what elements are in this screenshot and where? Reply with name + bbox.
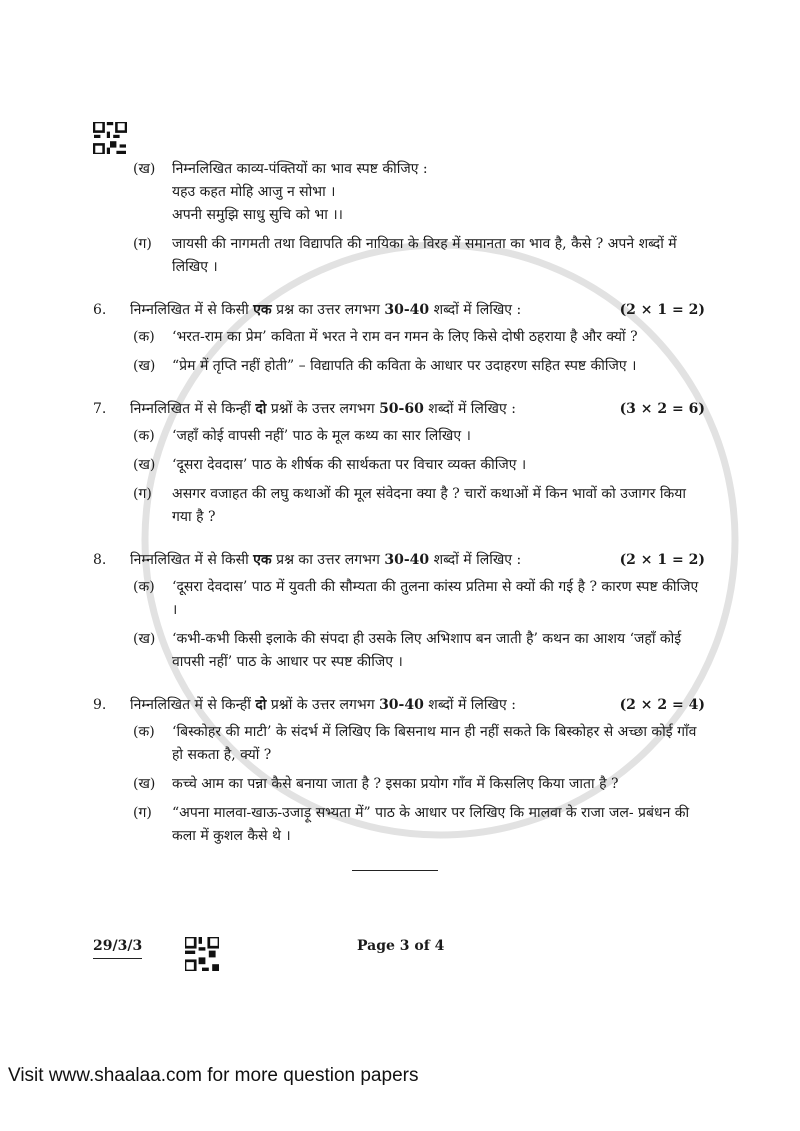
subq-text: ‘दूसरा देवदास’ पाठ के शीर्षक की सार्थकता पर विचार व्यक्त कीजिए । bbox=[172, 457, 527, 473]
instr-text: शब्दों में लिखिए : bbox=[429, 302, 522, 318]
instr-text: प्रश्न का उत्तर लगभग bbox=[271, 302, 385, 318]
subq-text: कच्चे आम का पन्ना कैसे बनाया जाता है ? इसका प्रयोग गाँव में किसलिए किया जाता है ? bbox=[172, 776, 619, 792]
subq-label: (ख) bbox=[133, 776, 156, 792]
subq-label: (ख) bbox=[133, 457, 156, 473]
subq-label: (ख) bbox=[133, 631, 156, 647]
verse-line: अपनी समुझि साधु सुचि को भा ।। bbox=[172, 207, 343, 223]
instr-text: शब्दों में लिखिए : bbox=[429, 552, 522, 568]
subquestion bbox=[93, 158, 705, 227]
subq-text: निम्नलिखित काव्य-पंक्तियों का भाव स्पष्ट कीजिए : bbox=[172, 161, 428, 177]
question-header bbox=[93, 398, 705, 421]
subq-text: स्पष्ट कीजिए । bbox=[172, 579, 699, 618]
footer bbox=[93, 937, 705, 973]
subquestion bbox=[93, 773, 705, 796]
instr-text: प्रश्नों के उत्तर लगभग bbox=[266, 697, 380, 713]
subquestion bbox=[93, 425, 705, 448]
subq-label: (ग) bbox=[133, 236, 152, 252]
word-count: 50-60 bbox=[379, 401, 424, 417]
shaalaa-banner: Visit www.shaalaa.com for more question papers bbox=[8, 1065, 419, 1086]
subq-text: उजागर किया गया है ? bbox=[172, 486, 687, 525]
subq-label: (ग) bbox=[133, 486, 152, 502]
subquestion bbox=[93, 233, 705, 279]
marks: (2 × 1 = 2) bbox=[619, 552, 705, 568]
subq-text: प्रबंधन की कला में कुशल कैसे थे । bbox=[172, 805, 690, 844]
subq-text: असगर वजाहत की लघु कथाओं की मूल संवेदना क्या है ? चारों कथाओं में किन भावों को bbox=[172, 486, 616, 502]
verse-line: यहउ कहत मोहि आजु न सोभा । bbox=[172, 184, 336, 200]
subquestion bbox=[93, 326, 705, 349]
subq-text: ‘जहाँ कोई वापसी नहीं’ पाठ के मूल कथ्य का सार लिखिए । bbox=[172, 428, 471, 444]
subq-label: (क) bbox=[133, 724, 155, 740]
subq-text: “अपना मालवा-खाऊ-उजाड़ू सभ्यता में” पाठ के आधार पर लिखिए कि मालवा के राजा जल- bbox=[172, 805, 634, 821]
qr-code-icon bbox=[185, 937, 219, 971]
subq-text: कोई गाँव हो सकता है, क्यों ? bbox=[172, 724, 697, 763]
instr-bold: दो bbox=[255, 697, 267, 713]
question-header bbox=[93, 549, 705, 572]
subq-label: (क) bbox=[133, 428, 155, 444]
instr-bold: दो bbox=[255, 401, 267, 417]
subq-label: (क) bbox=[133, 329, 155, 345]
instr-bold: एक bbox=[253, 302, 272, 318]
instr-text: निम्नलिखित में से किन्हीं bbox=[130, 401, 256, 417]
instr-text: शब्दों में लिखिए : bbox=[423, 697, 516, 713]
subquestion bbox=[93, 355, 705, 378]
subq-text: “प्रेम में तृप्ति नहीं होती” – विद्यापति की कविता के आधार पर उदाहरण सहित स्पष्ट कीजिए । bbox=[172, 358, 637, 374]
marks: (2 × 2 = 4) bbox=[619, 697, 705, 713]
subq-text: ‘दूसरा देवदास’ पाठ में युवती की सौम्यता की तुलना कांस्य प्रतिमा से क्यों की गई है ? कारण bbox=[172, 579, 632, 595]
marks: (3 × 2 = 6) bbox=[619, 401, 705, 417]
subq-label: (ख) bbox=[133, 161, 156, 177]
instr-text: निम्नलिखित में से किन्हीं bbox=[130, 697, 256, 713]
instr-text: प्रश्नों के उत्तर लगभग bbox=[266, 401, 380, 417]
subq-text: ‘कभी-कभी किसी इलाके की संपदा ही उसके लिए अभिशाप बन जाती है’ कथन का आशय bbox=[172, 631, 626, 647]
question-number: 8. bbox=[93, 552, 107, 568]
qr-code-icon bbox=[93, 122, 127, 154]
subquestion bbox=[93, 454, 705, 477]
subquestion bbox=[93, 802, 705, 848]
question-header bbox=[93, 299, 705, 322]
question-instruction bbox=[130, 549, 608, 572]
subq-label: (क) bbox=[133, 579, 155, 595]
instr-text: शब्दों में लिखिए : bbox=[423, 401, 516, 417]
instr-text: निम्नलिखित में से किसी bbox=[130, 552, 254, 568]
subq-label: (ग) bbox=[133, 805, 152, 821]
subquestion bbox=[93, 576, 705, 622]
word-count: 30-40 bbox=[384, 302, 430, 318]
subq-text: ‘जहाँ कोई वापसी नहीं’ पाठ के आधार पर स्पष्ट कीजिए । bbox=[172, 631, 682, 670]
instr-text: निम्नलिखित में से किसी bbox=[130, 302, 254, 318]
question-number: 7. bbox=[93, 401, 107, 417]
word-count: 30-40 bbox=[379, 697, 424, 713]
instr-text: प्रश्न का उत्तर लगभग bbox=[271, 552, 385, 568]
subquestion bbox=[93, 628, 705, 674]
question-number: 6. bbox=[93, 302, 107, 318]
subq-text: ‘बिस्कोहर की माटी’ के संदर्भ में लिखिए कि बिसनाथ मान ही नहीं सकते कि बिस्कोहर से अच्छा bbox=[172, 724, 647, 740]
subq-text: जायसी की नागमती तथा विद्यापति की नायिका के विरह में समानता का भाव है, कैसे ? अपने bbox=[172, 236, 635, 252]
page-number: Page 3 of 4 bbox=[357, 938, 445, 954]
question-instruction bbox=[130, 398, 608, 421]
question-content bbox=[93, 158, 705, 871]
subq-text: शब्दों में लिखिए । bbox=[172, 236, 677, 275]
subquestion bbox=[93, 483, 705, 529]
instr-bold: एक bbox=[253, 552, 272, 568]
question-number: 9. bbox=[93, 697, 107, 713]
subq-text: ‘भरत-राम का प्रेम’ कविता में भरत ने राम वन गमन के लिए किसे दोषी ठहराया है और क्यों ? bbox=[172, 329, 638, 345]
end-divider bbox=[352, 870, 438, 871]
paper-code: 29/3/3 bbox=[93, 937, 142, 959]
subq-label: (ख) bbox=[133, 358, 156, 374]
subquestion bbox=[93, 721, 705, 767]
question-instruction bbox=[130, 694, 608, 717]
question-instruction bbox=[130, 299, 608, 322]
marks: (2 × 1 = 2) bbox=[619, 302, 705, 318]
question-header bbox=[93, 694, 705, 717]
word-count: 30-40 bbox=[384, 552, 430, 568]
